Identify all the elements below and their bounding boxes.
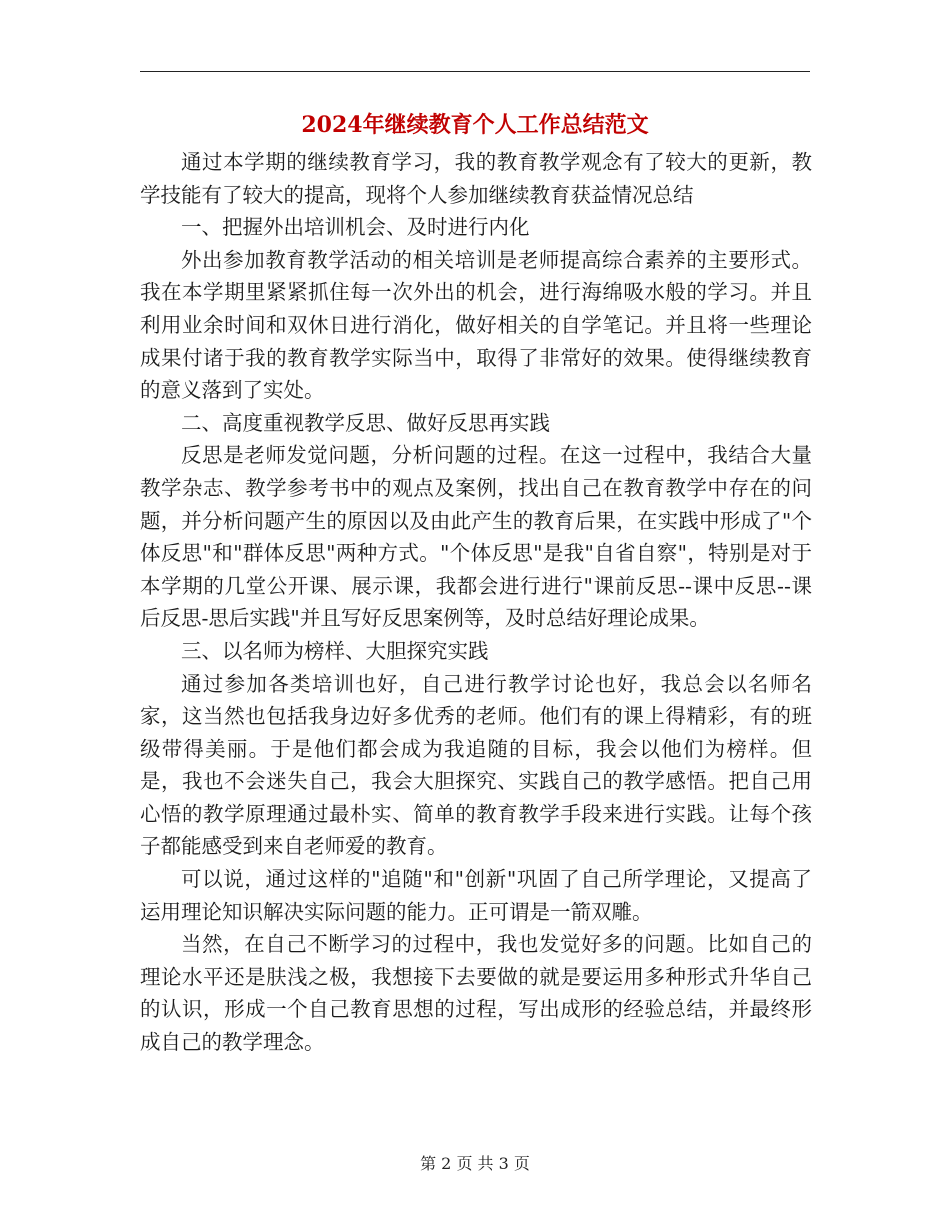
paragraph-conclusion: 当然，在自己不断学习的过程中，我也发觉好多的问题。比如自己的理论水平还是肤浅之极，我想接下去要做的就是要运用多种形式升华自己的认识，形成一个自己教育思想的过程，写出成形的经验总结，并最终形成自己的教学理念。 <box>140 932 812 1055</box>
paragraph-summary: 可以说，通过这样的"追随"和"创新"巩固了自己所学理论，又提高了运用理论知识解决实际问题的能力。正可谓是一箭双雕。 <box>140 867 812 924</box>
paragraph-intro: 通过本学期的继续教育学习，我的教育教学观念有了较大的更新，教学技能有了较大的提高，现将个人参加继续教育获益情况总结 <box>140 150 812 207</box>
paragraph-section-2: 反思是老师发觉问题，分析问题的过程。在这一过程中，我结合大量教学杂志、教学参考书中的观点及案例，找出自己在教育教学中存在的问题，并分析问题产生的原因以及由此产生的教育后果，在实践中形成了"个体反思"和"群体反思"两种方式。"个体反思"是我"自省自察"，特别是对于本学期的几堂公开课、展示课，我都会进行进行"课前反思--课中反思--课后反思-思后实践"并且写好反思案例等，及时总结好理论成果。 <box>140 443 812 631</box>
paragraph-section-3: 通过参加各类培训也好，自己进行教学讨论也好，我总会以名师名家，这当然也包括我身边好多优秀的老师。他们有的课上得精彩，有的班级带得美丽。于是他们都会成为我追随的目标，我会以他们为榜样。但是，我也不会迷失自己，我会大胆探究、实践自己的教学感悟。把自己用心悟的教学原理通过最朴实、简单的教育教学手段来进行实践。让每个孩子都能感受到来自老师爱的教育。 <box>140 671 812 859</box>
header-rule <box>140 71 810 72</box>
section-heading-1: 一、把握外出培训机会、及时进行内化 <box>181 215 530 240</box>
document-title: 2024年继续教育个人工作总结范文 <box>301 112 649 138</box>
page-footer: 第 2 页 共 3 页 <box>420 1154 530 1173</box>
paragraph-section-1: 外出参加教育教学活动的相关培训是老师提高综合素养的主要形式。我在本学期里紧紧抓住每一次外出的机会，进行海绵吸水般的学习。并且利用业余时间和双休日进行消化，做好相关的自学笔记。并且将一些理论成果付诸于我的教育教学实际当中，取得了非常好的效果。使得继续教育的意义落到了实处。 <box>140 247 812 403</box>
document-body <box>140 146 812 1059</box>
section-heading-2: 二、高度重视教学反思、做好反思再实践 <box>181 410 550 435</box>
section-heading-3: 三、以名师为榜样、大胆探究实践 <box>181 638 489 663</box>
